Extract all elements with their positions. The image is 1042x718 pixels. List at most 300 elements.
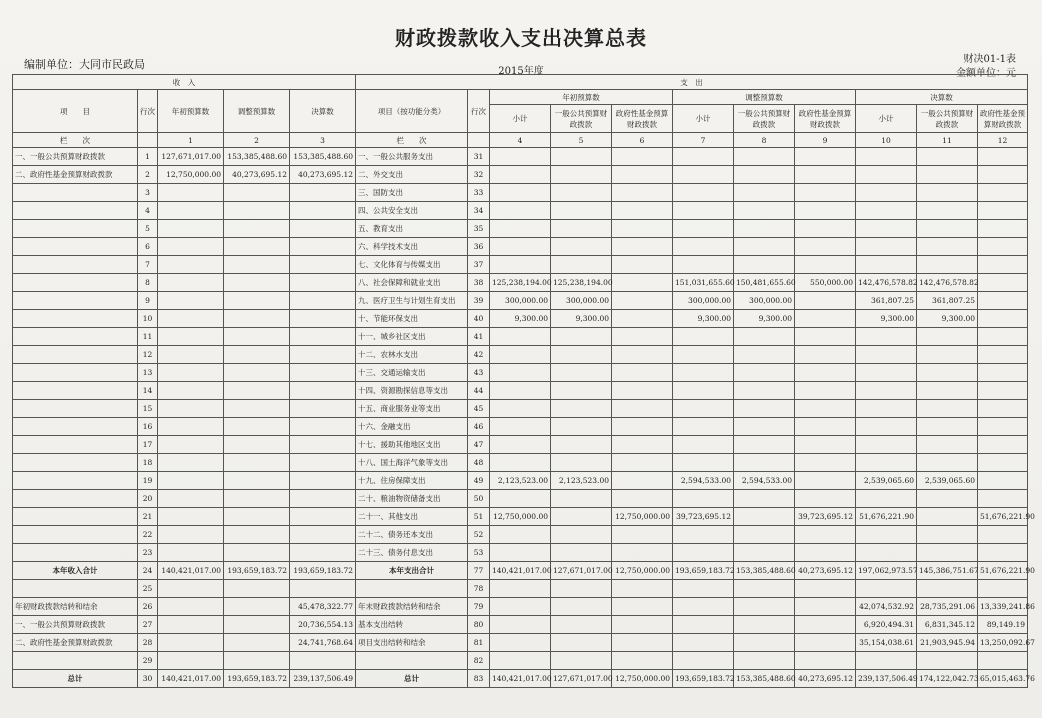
expense-value xyxy=(612,220,673,238)
general-public-header: 一般公共预算财政拨款 xyxy=(917,105,978,133)
expense-value xyxy=(734,526,795,544)
final-accounts-table xyxy=(12,74,1035,688)
expense-value xyxy=(917,148,978,166)
income-rownum: 7 xyxy=(138,256,158,274)
expense-value xyxy=(612,454,673,472)
income-section-header: 收 入 xyxy=(13,75,356,90)
expense-value xyxy=(612,580,673,598)
expense-value: 51,676,221.90 xyxy=(856,508,917,526)
subtotal-header: 小计 xyxy=(673,105,734,133)
income-initial-value xyxy=(158,310,224,328)
income-adjusted-value xyxy=(224,202,290,220)
expense-value xyxy=(978,310,1028,328)
expense-rownum: 37 xyxy=(468,256,490,274)
expense-value xyxy=(856,184,917,202)
expense-value: 125,238,194.00 xyxy=(490,274,551,292)
expense-value xyxy=(673,598,734,616)
expense-value xyxy=(612,598,673,616)
expense-item-label: 十八、国土海洋气象等支出 xyxy=(356,454,468,472)
expense-value xyxy=(551,148,612,166)
expense-rownum: 51 xyxy=(468,508,490,526)
income-item-label xyxy=(13,526,138,544)
expense-value xyxy=(734,418,795,436)
expense-value xyxy=(673,256,734,274)
income-final-value xyxy=(290,382,356,400)
expense-value xyxy=(978,418,1028,436)
expense-value: 174,122,042.73 xyxy=(917,670,978,688)
col-num: 5 xyxy=(551,133,612,148)
expense-value xyxy=(612,202,673,220)
expense-item-label: 十一、城乡社区支出 xyxy=(356,328,468,346)
expense-value: 12,750,000.00 xyxy=(612,562,673,580)
expense-item-label: 十六、金融支出 xyxy=(356,418,468,436)
income-item-label: 本年收入合计 xyxy=(13,562,138,580)
income-rownum: 22 xyxy=(138,526,158,544)
expense-value xyxy=(490,544,551,562)
table-row xyxy=(13,292,1028,310)
income-item-label xyxy=(13,490,138,508)
column-number-row xyxy=(13,133,1028,148)
expense-rownum: 79 xyxy=(468,598,490,616)
expense-value xyxy=(734,436,795,454)
expense-value: 127,671,017.00 xyxy=(551,562,612,580)
expense-value: 142,476,578.82 xyxy=(856,274,917,292)
income-rownum: 30 xyxy=(138,670,158,688)
income-rownum: 23 xyxy=(138,544,158,562)
expense-value xyxy=(856,148,917,166)
expense-value xyxy=(551,454,612,472)
expense-value xyxy=(490,148,551,166)
expense-value xyxy=(612,436,673,454)
expense-rownum: 38 xyxy=(468,274,490,292)
income-rownum: 8 xyxy=(138,274,158,292)
col-num: 4 xyxy=(490,133,551,148)
expense-value xyxy=(917,364,978,382)
expense-value: 300,000.00 xyxy=(734,292,795,310)
table-row xyxy=(13,598,1028,616)
income-item-label xyxy=(13,220,138,238)
income-item-label: 总计 xyxy=(13,670,138,688)
expense-value xyxy=(856,238,917,256)
expense-value xyxy=(673,346,734,364)
expense-value xyxy=(978,274,1028,292)
expense-value: 40,273,695.12 xyxy=(795,562,856,580)
expense-value xyxy=(551,598,612,616)
expense-value xyxy=(551,616,612,634)
income-final-value: 40,273,695.12 xyxy=(290,166,356,184)
income-item-label: 年初财政拨款结转和结余 xyxy=(13,598,138,616)
income-initial-value xyxy=(158,454,224,472)
income-rownum: 3 xyxy=(138,184,158,202)
income-adjusted-value xyxy=(224,184,290,202)
expense-value xyxy=(856,382,917,400)
expense-value xyxy=(978,238,1028,256)
income-initial-value xyxy=(158,598,224,616)
expense-item-label: 九、医疗卫生与计划生育支出 xyxy=(356,292,468,310)
expense-value xyxy=(551,238,612,256)
expense-value xyxy=(612,346,673,364)
expense-value: 239,137,506.49 xyxy=(856,670,917,688)
income-item-label: 二、政府性基金预算财政拨款 xyxy=(13,634,138,652)
income-item-label xyxy=(13,328,138,346)
income-final-value xyxy=(290,526,356,544)
income-initial-value xyxy=(158,580,224,598)
expense-rownum: 46 xyxy=(468,418,490,436)
table-row xyxy=(13,418,1028,436)
income-final-value xyxy=(290,472,356,490)
expense-value xyxy=(795,220,856,238)
expense-value: 13,339,241.86 xyxy=(978,598,1028,616)
expense-value xyxy=(978,382,1028,400)
expense-value xyxy=(734,580,795,598)
expense-value: 51,676,221.90 xyxy=(978,562,1028,580)
income-rownum-header: 行次 xyxy=(138,90,158,133)
expense-value xyxy=(551,364,612,382)
expense-value xyxy=(978,148,1028,166)
expense-rownum: 40 xyxy=(468,310,490,328)
expense-adjusted-group-header: 调整预算数 xyxy=(673,90,856,105)
income-item-label xyxy=(13,472,138,490)
expense-value xyxy=(856,454,917,472)
expense-value: 550,000.00 xyxy=(795,274,856,292)
expense-value: 2,594,533.00 xyxy=(734,472,795,490)
income-adjusted-value xyxy=(224,346,290,364)
table-row xyxy=(13,382,1028,400)
income-rownum: 14 xyxy=(138,382,158,400)
table-row xyxy=(13,562,1028,580)
expense-rownum: 48 xyxy=(468,454,490,472)
expense-value xyxy=(978,400,1028,418)
expense-value xyxy=(978,184,1028,202)
expense-value xyxy=(490,346,551,364)
income-rownum: 13 xyxy=(138,364,158,382)
expense-value xyxy=(795,652,856,670)
income-initial-value xyxy=(158,346,224,364)
expense-value xyxy=(612,616,673,634)
expense-value xyxy=(978,166,1028,184)
expense-item-label: 七、文化体育与传媒支出 xyxy=(356,256,468,274)
expense-value xyxy=(490,256,551,274)
income-final-value xyxy=(290,490,356,508)
gov-fund-header: 政府性基金预算财政拨款 xyxy=(978,105,1028,133)
expense-value xyxy=(734,346,795,364)
expense-value: 140,421,017.00 xyxy=(490,670,551,688)
table-row xyxy=(13,436,1028,454)
expense-value xyxy=(673,634,734,652)
expense-value xyxy=(917,580,978,598)
table-row xyxy=(13,256,1028,274)
income-final-value xyxy=(290,400,356,418)
income-adjusted-value xyxy=(224,274,290,292)
income-final-value xyxy=(290,310,356,328)
expense-value xyxy=(856,364,917,382)
expense-rownum: 42 xyxy=(468,346,490,364)
income-rownum: 2 xyxy=(138,166,158,184)
table-row xyxy=(13,544,1028,562)
income-final-value xyxy=(290,580,356,598)
expense-value: 150,481,655.60 xyxy=(734,274,795,292)
expense-value: 145,386,751.67 xyxy=(917,562,978,580)
expense-value xyxy=(734,220,795,238)
expense-value xyxy=(795,364,856,382)
expense-value: 12,750,000.00 xyxy=(612,508,673,526)
income-final-value xyxy=(290,454,356,472)
expense-value xyxy=(612,400,673,418)
expense-value: 12,750,000.00 xyxy=(612,670,673,688)
expense-value xyxy=(551,166,612,184)
income-item-label xyxy=(13,274,138,292)
income-final-value xyxy=(290,202,356,220)
expense-value xyxy=(795,328,856,346)
expense-value xyxy=(551,328,612,346)
expense-item-label: 四、公共安全支出 xyxy=(356,202,468,220)
income-final-value xyxy=(290,184,356,202)
expense-value xyxy=(612,490,673,508)
expense-value xyxy=(551,202,612,220)
expense-rownum: 45 xyxy=(468,400,490,418)
expense-value: 140,421,017.00 xyxy=(490,562,551,580)
income-rownum: 28 xyxy=(138,634,158,652)
expense-value: 39,723,695.12 xyxy=(673,508,734,526)
table-row xyxy=(13,526,1028,544)
expense-value xyxy=(734,202,795,220)
expense-value xyxy=(856,526,917,544)
income-adjusted-value xyxy=(224,418,290,436)
expense-value xyxy=(612,364,673,382)
expense-rownum: 53 xyxy=(468,544,490,562)
expense-value: 2,539,065.60 xyxy=(917,472,978,490)
subtotal-header: 小计 xyxy=(490,105,551,133)
income-final-value xyxy=(290,364,356,382)
expense-value xyxy=(673,166,734,184)
reporting-unit: 编制单位：大同市民政局 xyxy=(24,58,145,71)
income-final-value xyxy=(290,220,356,238)
expense-rownum: 83 xyxy=(468,670,490,688)
table-row xyxy=(13,166,1028,184)
expense-value xyxy=(856,220,917,238)
expense-value xyxy=(612,238,673,256)
income-item-header: 项 目 xyxy=(13,90,138,133)
income-item-label: 一、一般公共预算财政拨款 xyxy=(13,148,138,166)
table-row xyxy=(13,184,1028,202)
expense-value xyxy=(978,256,1028,274)
income-initial-value: 140,421,017.00 xyxy=(158,670,224,688)
col-num: 2 xyxy=(224,133,290,148)
income-adjusted-value xyxy=(224,400,290,418)
expense-rownum: 82 xyxy=(468,652,490,670)
income-final-value: 20,736,554.13 xyxy=(290,616,356,634)
expense-value xyxy=(978,652,1028,670)
expense-value xyxy=(795,454,856,472)
expense-value xyxy=(612,166,673,184)
expense-value xyxy=(856,418,917,436)
income-initial-value xyxy=(158,328,224,346)
expense-value xyxy=(490,364,551,382)
income-initial-value: 127,671,017.00 xyxy=(158,148,224,166)
expense-value: 361,807.25 xyxy=(917,292,978,310)
expense-value xyxy=(490,490,551,508)
income-rownum: 21 xyxy=(138,508,158,526)
expense-value xyxy=(856,256,917,274)
expense-value xyxy=(856,346,917,364)
income-final-value xyxy=(290,256,356,274)
table-row xyxy=(13,346,1028,364)
expense-value xyxy=(612,544,673,562)
expense-value xyxy=(612,526,673,544)
income-adjusted-value xyxy=(224,382,290,400)
income-initial-value: 140,421,017.00 xyxy=(158,562,224,580)
expense-value: 9,300.00 xyxy=(917,310,978,328)
currency-unit: 金额单位：元 xyxy=(956,68,1016,79)
expense-value xyxy=(612,148,673,166)
expense-final-group-header: 决算数 xyxy=(856,90,1028,105)
expense-rownum: 77 xyxy=(468,562,490,580)
income-adjusted-value xyxy=(224,310,290,328)
expense-value xyxy=(612,256,673,274)
income-rownum: 16 xyxy=(138,418,158,436)
income-adjusted-value xyxy=(224,364,290,382)
expense-value xyxy=(612,634,673,652)
expense-value: 2,594,533.00 xyxy=(673,472,734,490)
income-final-value xyxy=(290,508,356,526)
col-num: 10 xyxy=(856,133,917,148)
expense-value xyxy=(673,652,734,670)
expense-rownum: 32 xyxy=(468,166,490,184)
expense-item-label: 五、教育支出 xyxy=(356,220,468,238)
expense-value: 151,031,655.60 xyxy=(673,274,734,292)
income-item-label xyxy=(13,652,138,670)
income-initial-value xyxy=(158,526,224,544)
expense-value xyxy=(795,310,856,328)
table-row xyxy=(13,580,1028,598)
expense-value xyxy=(673,526,734,544)
expense-value xyxy=(673,418,734,436)
income-item-label xyxy=(13,238,138,256)
income-initial-value xyxy=(158,616,224,634)
income-rownum: 17 xyxy=(138,436,158,454)
table-row xyxy=(13,238,1028,256)
col-num: 7 xyxy=(673,133,734,148)
expense-value xyxy=(612,184,673,202)
expense-value xyxy=(795,148,856,166)
expense-value xyxy=(978,580,1028,598)
expense-value xyxy=(978,202,1028,220)
expense-value xyxy=(490,382,551,400)
income-rownum: 29 xyxy=(138,652,158,670)
expense-value: 39,723,695.12 xyxy=(795,508,856,526)
expense-value: 42,074,532.92 xyxy=(856,598,917,616)
expense-value xyxy=(734,148,795,166)
income-adjusted-value xyxy=(224,454,290,472)
expense-item-label: 十二、农林水支出 xyxy=(356,346,468,364)
expense-value xyxy=(917,184,978,202)
income-adjusted-value xyxy=(224,490,290,508)
expense-value xyxy=(978,436,1028,454)
income-item-label xyxy=(13,544,138,562)
income-final-value: 24,741,768.64 xyxy=(290,634,356,652)
expense-item-label: 八、社会保障和就业支出 xyxy=(356,274,468,292)
expense-value: 2,539,065.60 xyxy=(856,472,917,490)
expense-value xyxy=(551,436,612,454)
expense-value: 51,676,221.90 xyxy=(978,508,1028,526)
expense-value xyxy=(795,490,856,508)
expense-value xyxy=(490,526,551,544)
expense-value xyxy=(795,238,856,256)
expense-value: 142,476,578.82 xyxy=(917,274,978,292)
expense-value xyxy=(490,202,551,220)
income-item-label xyxy=(13,382,138,400)
expense-item-label: 十四、资源勘探信息等支出 xyxy=(356,382,468,400)
expense-rownum-header: 行次 xyxy=(468,90,490,133)
income-adjusted-value xyxy=(224,526,290,544)
expense-item-label: 年末财政拨款结转和结余 xyxy=(356,598,468,616)
income-item-label xyxy=(13,292,138,310)
expense-item-label: 十、节能环保支出 xyxy=(356,310,468,328)
expense-value: 65,015,463.76 xyxy=(978,670,1028,688)
expense-value xyxy=(917,166,978,184)
income-final-value xyxy=(290,652,356,670)
expense-value xyxy=(978,526,1028,544)
income-rownum: 6 xyxy=(138,238,158,256)
expense-item-label: 二十二、债务还本支出 xyxy=(356,526,468,544)
income-rownum: 9 xyxy=(138,292,158,310)
expense-value: 300,000.00 xyxy=(490,292,551,310)
expense-rownum: 44 xyxy=(468,382,490,400)
expense-value xyxy=(551,400,612,418)
expense-value xyxy=(673,184,734,202)
table-row xyxy=(13,364,1028,382)
expense-value xyxy=(917,202,978,220)
expense-value xyxy=(673,544,734,562)
income-rownum: 12 xyxy=(138,346,158,364)
expense-value xyxy=(795,634,856,652)
expense-value xyxy=(551,652,612,670)
income-initial-value: 12,750,000.00 xyxy=(158,166,224,184)
expense-value xyxy=(612,328,673,346)
expense-value xyxy=(978,220,1028,238)
income-item-label xyxy=(13,436,138,454)
expense-value xyxy=(856,490,917,508)
income-initial-value xyxy=(158,274,224,292)
table-row xyxy=(13,454,1028,472)
expense-value xyxy=(795,346,856,364)
expense-value xyxy=(734,598,795,616)
expense-item-header: 项目（按功能分类） xyxy=(356,90,468,133)
expense-value xyxy=(612,418,673,436)
expense-value xyxy=(734,454,795,472)
income-rownum: 19 xyxy=(138,472,158,490)
form-code: 财决01-1表 xyxy=(963,54,1016,65)
table-row xyxy=(13,202,1028,220)
expense-value xyxy=(673,220,734,238)
col-num: 11 xyxy=(917,133,978,148)
expense-value: 21,903,945.94 xyxy=(917,634,978,652)
expense-value: 9,300.00 xyxy=(551,310,612,328)
income-final-value xyxy=(290,274,356,292)
expense-item-label: 项目支出结转和结余 xyxy=(356,634,468,652)
column-header-row-1 xyxy=(13,90,1028,105)
expense-value xyxy=(734,256,795,274)
table-row xyxy=(13,148,1028,166)
expense-value: 2,123,523.00 xyxy=(490,472,551,490)
expense-value xyxy=(917,256,978,274)
expense-item-label: 十七、援助其他地区支出 xyxy=(356,436,468,454)
expense-value xyxy=(978,346,1028,364)
expense-value xyxy=(490,598,551,616)
fiscal-year: 2015年度 xyxy=(498,66,544,77)
general-public-header: 一般公共预算财政拨款 xyxy=(734,105,795,133)
expense-rownum: 47 xyxy=(468,436,490,454)
